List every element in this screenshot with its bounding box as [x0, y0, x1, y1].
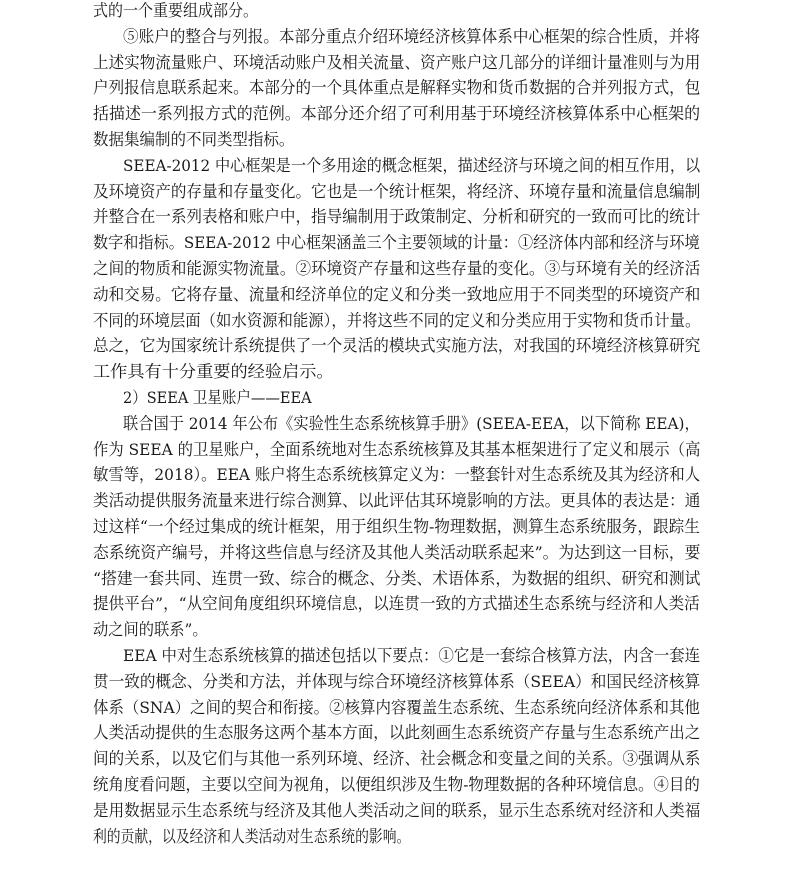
- text-line: 利的贡献，以及经济和人类活动对生态系统的影响。: [93, 826, 411, 846]
- text-line: 及环境资产的存量和存量变化。它也是一个统计框架，将经济、环境存量和流量信息编制: [93, 181, 701, 201]
- text-line: EEA 中对生态系统核算的描述包括以下要点：①它是一套综合核算方法，内含一套连: [123, 646, 701, 665]
- text-line: 之间的物质和能源实物流量。②环境资产存量和这些存量的变化。③与环境有关的经济活: [93, 259, 701, 278]
- text-line: 总之，它为国家统计系统提供了一个灵活的模块式实施方法，对我国的环境经济核算研究: [93, 336, 701, 356]
- text-line: 体系（SNA）之间的契合和衔接。②核算内容覆盖生态系统、生态系统向经济体系和其他: [93, 697, 700, 717]
- text-line: 敏雪等，2018）。EEA 账户将生态系统核算定义为：一整套针对生态系统及其为经济和人: [93, 465, 701, 485]
- text-line: 上述实物流量账户、环境活动账户及相关流量、资产账户这几部分的详细计量准则与为用: [93, 52, 701, 72]
- text-line: 数字和指标。SEEA-2012 中心框架涵盖三个主要领域的计量：①经济体内部和经济与环境: [93, 233, 700, 253]
- text-line: 类活动提供服务流量来进行综合测算、以此评估其环境影响的方法。更具体的表达是：通: [93, 491, 701, 511]
- text-line: 工作具有十分重要的经验启示。: [93, 362, 334, 382]
- text-line: 间的关系，以及它们与其他一系列环境、经济、社会概念和变量之间的关系。③强调从系: [93, 749, 701, 769]
- text-line: 式的一个重要组成部分。: [93, 1, 259, 20]
- text-line: 态系统资产编号，并将这些信息与经济及其他人类活动联系起来”。为达到这一目标，要: [93, 542, 701, 562]
- text-line: ⑤账户的整合与列报。本部分重点介绍环境经济核算体系中心框架的综合性质，并将: [123, 26, 700, 46]
- text-line: 括描述一系列报方式的范例。本部分还介绍了可利用基于环境经济核算体系中心框架的: [93, 104, 701, 124]
- text-line: 是用数据显示生态系统与经济及其他人类活动之间的联系，显示生态系统对经济和人类福: [93, 800, 701, 820]
- text-line: 户列报信息联系起来。本部分的一个具体重点是解释实物和货币数据的合并列报方式，包: [93, 78, 701, 98]
- text-line: 不同的环境层面（如水资源和能源），并将这些不同的定义和分类应用于实物和货币计量。: [93, 310, 701, 330]
- text-line: 过这样“一个经过集成的统计框架，用于组织生物-物理数据，测算生态系统服务，跟踪生: [93, 517, 700, 536]
- text-line: 提供平台”，“从空间角度组织环境信息，以连贯一致的方式描述生态系统与经济和人类活: [93, 594, 700, 614]
- text-line: 动和交易。它将存量、流量和经济单位的定义和分类一致地应用于不同类型的环境资产和: [93, 284, 701, 304]
- text-line: 动之间的联系”。: [93, 620, 208, 640]
- text-line: 作为 SEEA 的卫星账户，全面系统地对生态系统核算及其基本框架进行了定义和展示（高: [93, 439, 701, 459]
- text-line: 并整合在一系列表格和账户中，指导编制用于政策制定、分析和研究的一致而可比的统计: [93, 207, 701, 227]
- text-line: 统角度看问题，主要以空间为视角，以便组织涉及生物-物理数据的各种环境信息。④目的: [93, 775, 700, 794]
- text-line: 联合国于 2014 年公布《实验性生态系统核算手册》(SEEA-EEA，以下简称 EEA)，: [123, 413, 700, 433]
- text-line: SEEA-2012 中心框架是一个多用途的概念框架，描述经济与环境之间的相互作用，以: [123, 155, 701, 175]
- text-line: “搭建一套共同、连贯一致、综合的概念、分类、术语体系，为数据的组织、研究和测试: [93, 568, 701, 588]
- text-line: 人类活动提供的生态服务这两个基本方面，以此刻画生态系统资产存量与生态系统产出之: [93, 723, 701, 743]
- text-line: 数据集编制的不同类型指标。: [93, 130, 295, 149]
- text-line: 2）SEEA 卫星账户——EEA: [123, 388, 312, 407]
- text-line: 贯一致的概念、分类和方法，并体现与综合环境经济核算体系（SEEA）和国民经济核算: [93, 671, 701, 691]
